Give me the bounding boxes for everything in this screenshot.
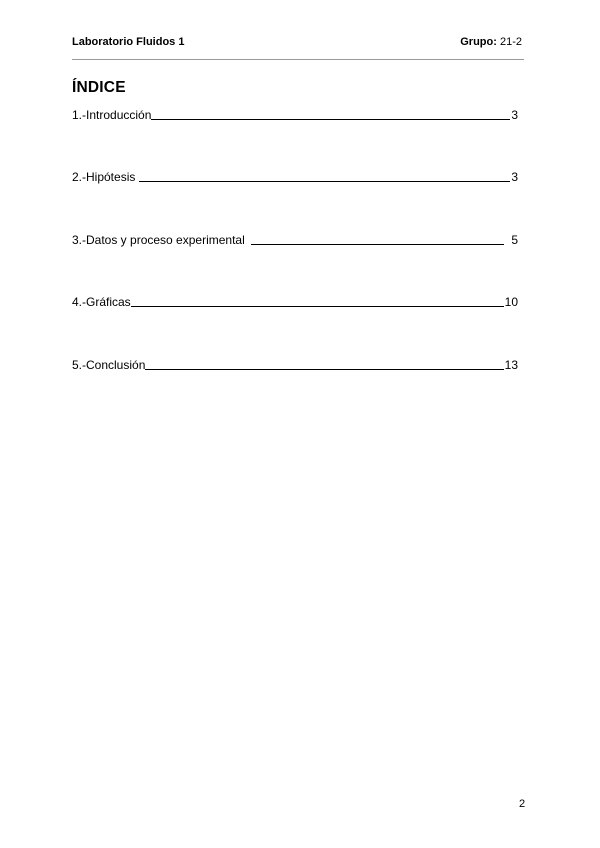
toc-leader-line: [145, 369, 503, 370]
toc-entry-page: 13: [504, 358, 518, 372]
toc-entry-hipotesis[interactable]: [72, 168, 518, 184]
toc-leader-line: [131, 306, 504, 307]
toc-entry-page: 3: [511, 108, 518, 122]
toc-leader-line: [251, 244, 504, 245]
toc-leader-line: [139, 181, 511, 182]
page-header: [72, 36, 524, 52]
toc-entry-label: 4.-Gráficas: [72, 295, 131, 309]
toc-entry-label: 5.-Conclusión: [72, 358, 146, 372]
toc-entry-page: 3: [511, 170, 518, 184]
toc-entry-label: 2.-Hipótesis: [72, 170, 139, 184]
header-document-title: Laboratorio Fluidos 1: [72, 36, 185, 48]
toc-entry-label: 1.-Introducción: [72, 108, 152, 122]
page-title: ÍNDICE: [72, 79, 126, 96]
footer-page-number: 2: [519, 798, 526, 810]
toc-entry-introduccion[interactable]: [72, 106, 518, 122]
header-divider: [72, 59, 524, 60]
toc-entry-datos[interactable]: [72, 231, 518, 247]
header-group: [460, 36, 522, 48]
toc-entry-graficas[interactable]: [72, 293, 518, 309]
toc-entry-conclusion[interactable]: [72, 356, 518, 372]
toc-entry-page: 10: [504, 295, 518, 309]
toc-entry-label: 3.-Datos y proceso experimental: [72, 233, 252, 247]
toc-entry-page: 5: [507, 233, 518, 247]
header-group-label: Grupo:: [460, 36, 497, 48]
header-group-value: 21-2: [499, 36, 522, 48]
toc-leader-line: [151, 119, 510, 120]
